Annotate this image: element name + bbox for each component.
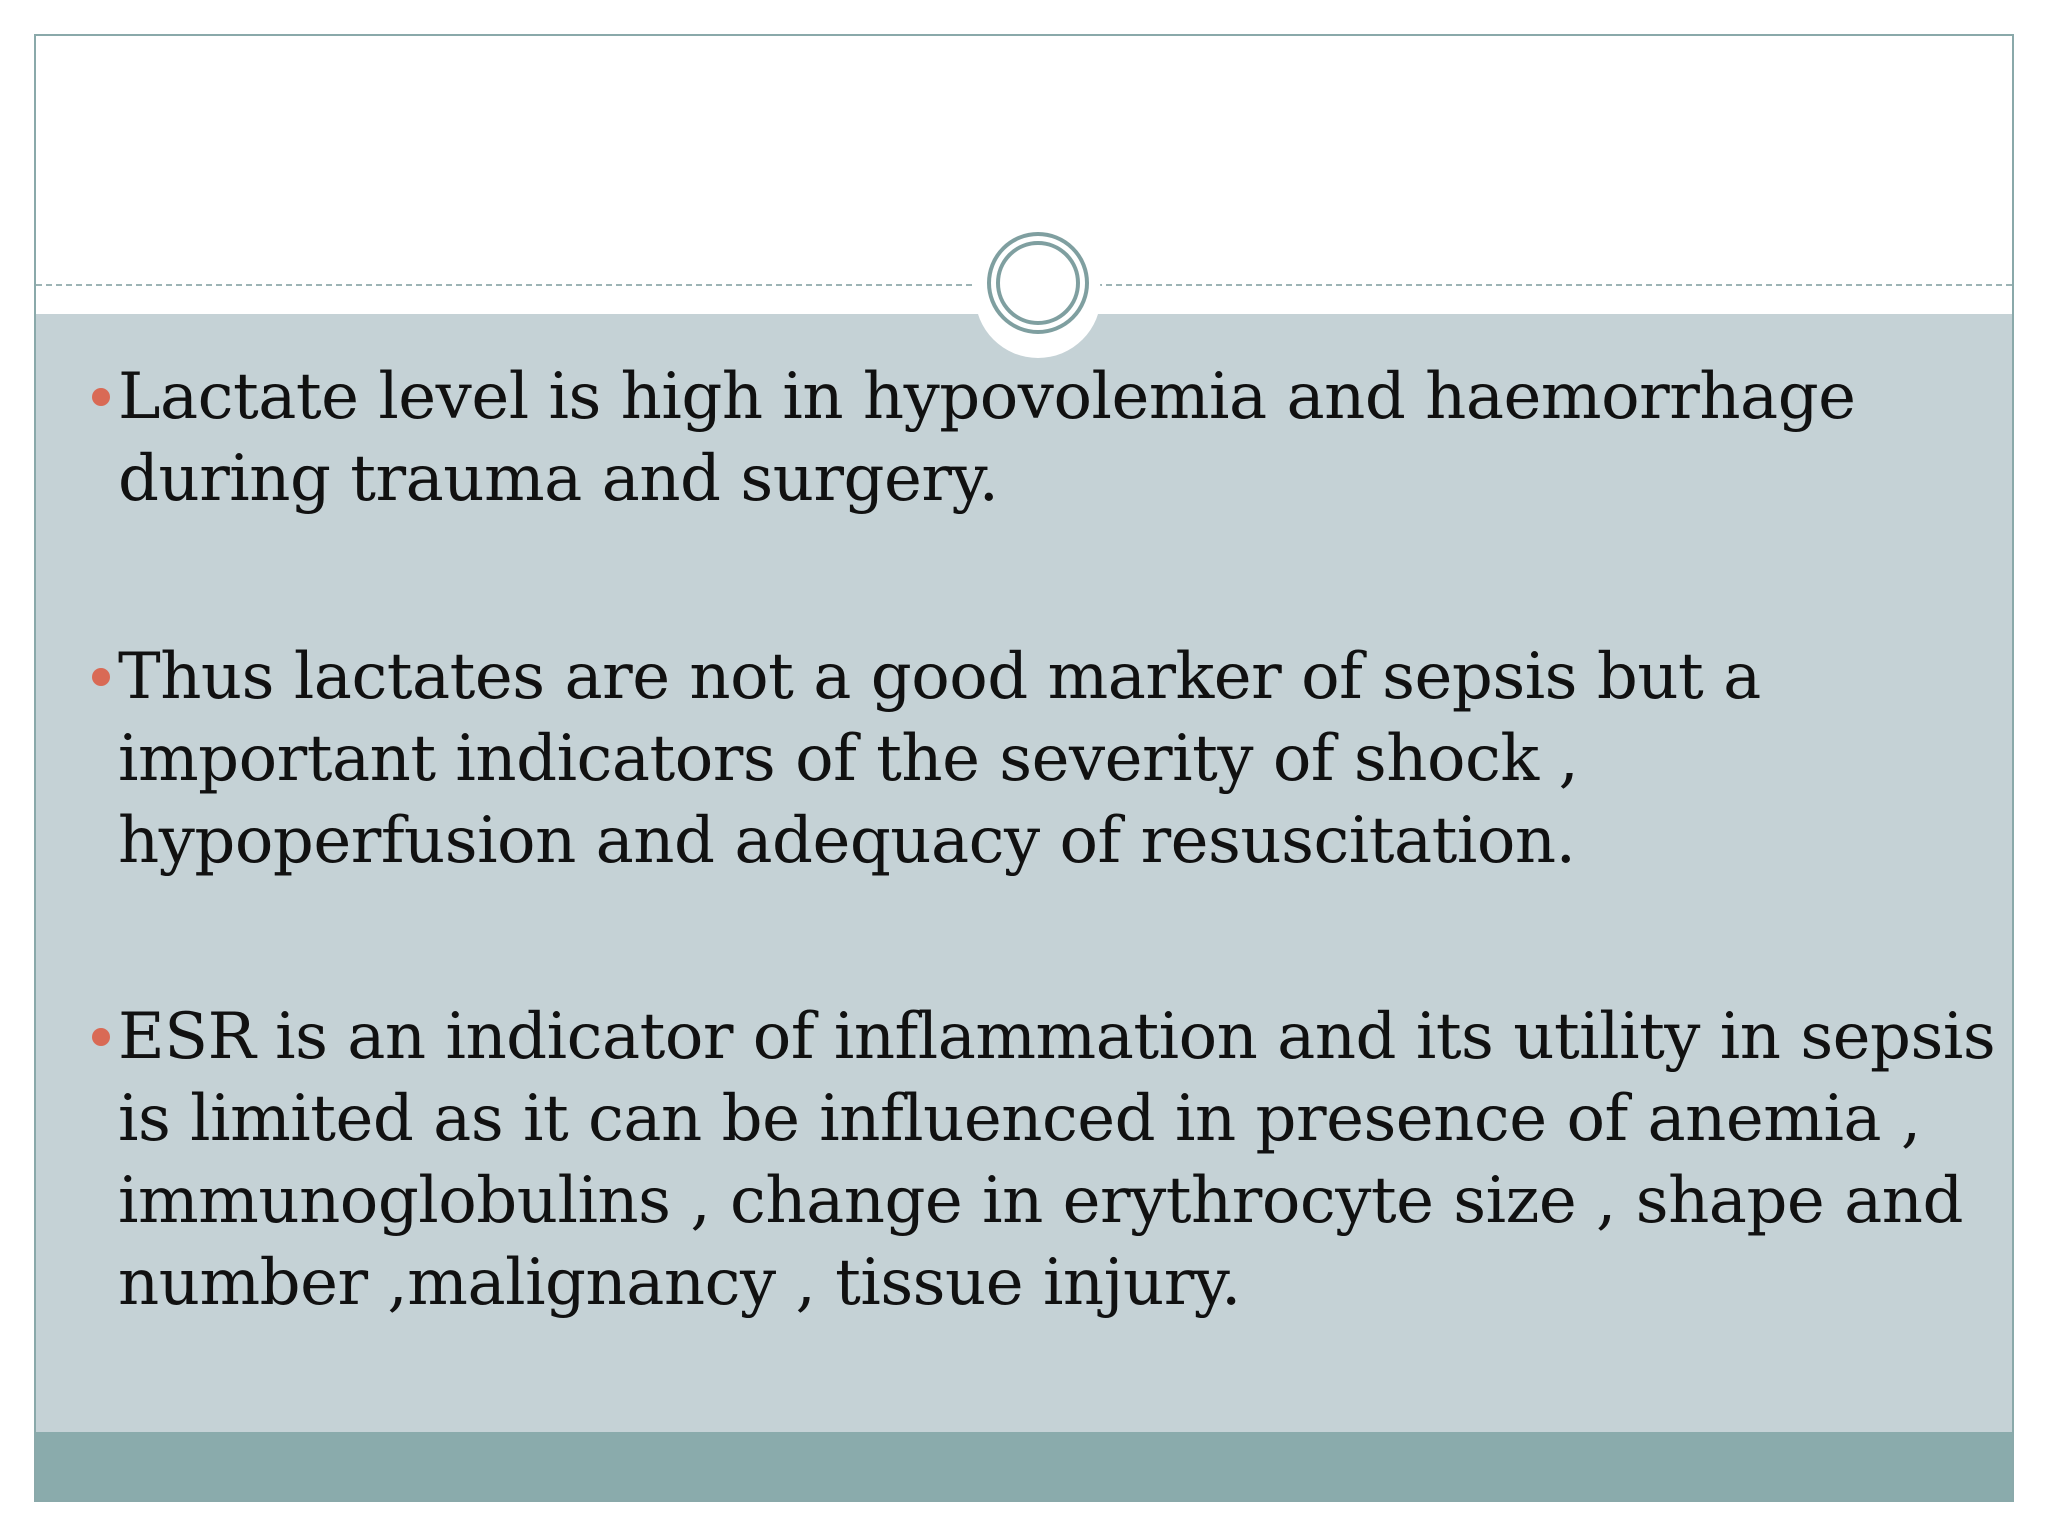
bullet-dot-icon: [92, 388, 110, 406]
bullet-item: [118, 996, 2014, 1324]
bullet-text: ESR is an indicator of inflammation and its utility in sepsis is limited as it can be influenced in presence of anemia , immunoglobulins , change in erythrocyte size , shape and number ,malignancy , tissue injury.: [118, 1000, 1996, 1320]
bullet-list: [36, 36, 2012, 1500]
bullet-dot-icon: [92, 668, 110, 686]
bullet-text: Thus lactates are not a good marker of sepsis but a important indicators of the severity of shock , hypoperfusion and adequacy of resuscitation.: [118, 640, 1761, 878]
slide: [34, 34, 2014, 1502]
bullet-item: [118, 356, 2014, 520]
bullet-text: Lactate level is high in hypovolemia and haemorrhage during trauma and surgery.: [118, 360, 1856, 516]
bullet-item: [118, 636, 2014, 882]
bullet-dot-icon: [92, 1028, 110, 1046]
